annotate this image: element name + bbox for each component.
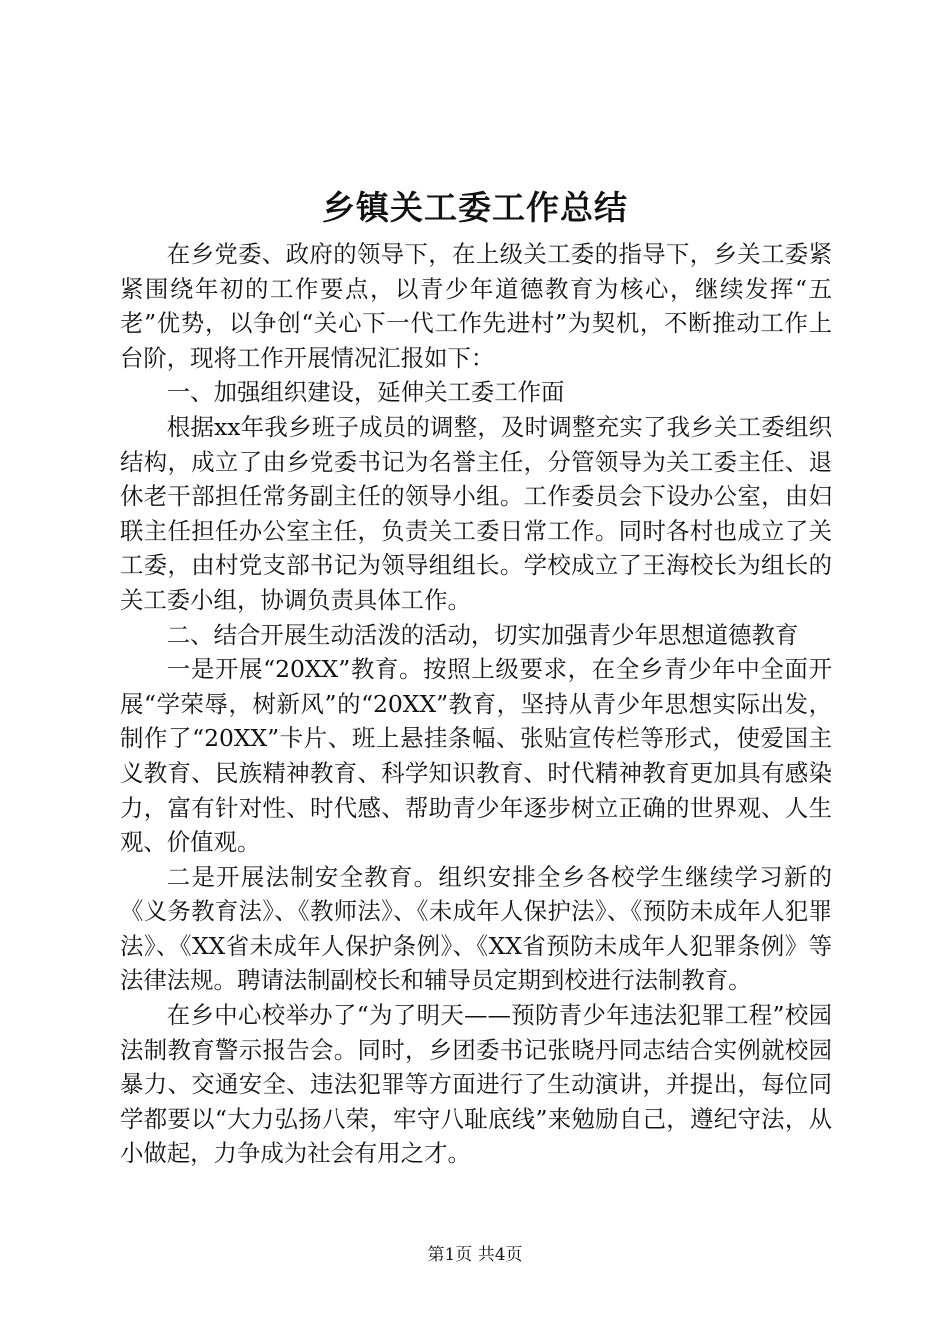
document-body xyxy=(120,237,832,1171)
paragraph-organization: 根据xx年我乡班子成员的调整，及时调整充实了我乡关工委组织结构，成立了由乡党委书记为名誉主任，分管领导为关工委主任、退休老干部担任常务副主任的领导小组。工作委员会下设办公室，由妇联主任担任办公室主任，负责关工委日常工作。同时各村也成立了关工委，由村党支部书记为领导组组长。学校成立了王海校长为组长的关工委小组，协调负责具体工作。 xyxy=(120,412,832,614)
document-title: 乡镇关工委工作总结 xyxy=(322,188,628,227)
paragraph-intro: 在乡党委、政府的领导下，在上级关工委的指导下，乡关工委紧紧围绕年初的工作要点，以青少年道德教育为核心，继续发挥“五老”优势，以争创“关心下一代工作先进村”为契机，不断推动工作上台阶，现将工作开展情况汇报如下： xyxy=(120,240,832,372)
paragraph-education-20xx: 一是开展“20XX”教育。按照上级要求，在全乡青少年中全面开展“学荣辱，树新风”的“20XX”教育，坚持从青少年思想实际出发，制作了“20XX”卡片、班上悬挂条幅、张贴宣传栏等形式，使爱国主义教育、民族精神教育、科学知识教育、时代精神教育更加具有感染力，富有针对性、时代感、帮助青少年逐步树立正确的世界观、人生观、价值观。 xyxy=(120,655,832,857)
paragraph-legal-safety: 二是开展法制安全教育。组织安排全乡各校学生继续学习新的《义务教育法》、《教师法》、《未成年人保护法》、《预防未成年人犯罪法》、《XX省未成年人保护条例》、《XX省预防未成年人犯罪条例》等法律法规。聘请法制副校长和辅导员定期到校进行法制教育。 xyxy=(120,862,832,995)
page-indicator: 第1页 共4页 xyxy=(427,1245,523,1265)
section-heading-2: 二、结合开展生动活泼的活动，切实加强青少年思想道德教育 xyxy=(166,620,799,649)
section-heading-1: 一、加强组织建设，延伸关工委工作面 xyxy=(166,378,565,407)
paragraph-report-meeting: 在乡中心校举办了“为了明天——预防青少年违法犯罪工程”校园法制教育警示报告会。同时，乡团委书记张晓丹同志结合实例就校园暴力、交通安全、违法犯罪等方面进行了生动演讲，并提出，每位同学都要以“大力弘扬八荣，牢守八耻底线”来勉励自己，遵纪守法，从小做起，力争成为社会有用之才。 xyxy=(120,1001,832,1168)
